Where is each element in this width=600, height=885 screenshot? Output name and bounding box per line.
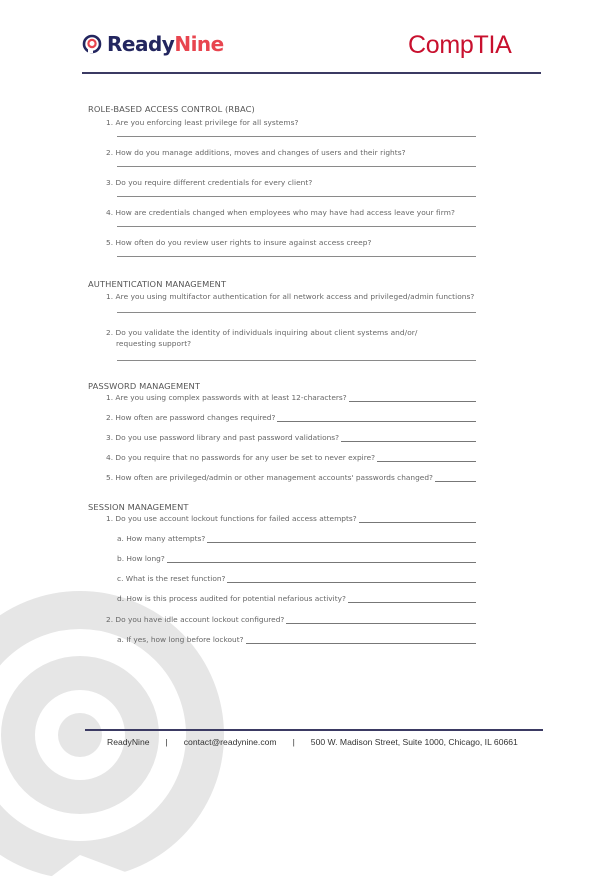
auth-question-1: 1. Are you using multifactor authentication for all network access and privileged/admin functions?	[106, 292, 475, 301]
session-question-1-text: 1. Do you use account lockout functions for failed access attempts?	[106, 514, 357, 523]
password-answer-5-line[interactable]	[435, 473, 476, 482]
rbac-question-5: 5. How often do you review user rights to insure against access creep?	[106, 238, 372, 247]
session-answer-1-line[interactable]	[359, 514, 476, 523]
password-question-1-text: 1. Are you using complex passwords with at least 12-characters?	[106, 393, 347, 402]
session-question-1c	[117, 574, 476, 583]
session-question-1b	[117, 554, 476, 563]
section-title-session: SESSION MANAGEMENT	[88, 502, 189, 512]
session-question-1a	[117, 534, 476, 543]
session-answer-1b-line[interactable]	[167, 554, 476, 563]
footer	[107, 737, 518, 747]
readynine-watermark-icon	[0, 585, 230, 885]
session-question-2	[106, 615, 476, 624]
password-question-5	[106, 473, 476, 482]
session-question-1d-text: d. How is this process audited for potential nefarious activity?	[117, 594, 346, 603]
password-question-3	[106, 433, 476, 442]
session-answer-1c-line[interactable]	[227, 574, 476, 583]
session-question-1b-text: b. How long?	[117, 554, 165, 563]
session-question-1c-text: c. What is the reset function?	[117, 574, 226, 583]
comptia-logo: CompTIA	[408, 31, 512, 59]
footer-company: ReadyNine	[107, 737, 150, 747]
footer-separator: |	[165, 737, 168, 747]
section-title-rbac: ROLE-BASED ACCESS CONTROL (RBAC)	[88, 104, 255, 114]
rbac-question-1: 1. Are you enforcing least privilege for all systems?	[106, 118, 299, 127]
password-question-5-text: 5. How often are privileged/admin or other management accounts' passwords changed?	[106, 473, 433, 482]
footer-address: 500 W. Madison Street, Suite 1000, Chicago, IL 60661	[310, 737, 518, 747]
rbac-answer-5-line[interactable]	[117, 256, 476, 257]
section-title-password: PASSWORD MANAGEMENT	[88, 381, 201, 391]
document-header	[0, 0, 600, 80]
rbac-question-4: 4. How are credentials changed when employees who may have had access leave your firm?	[106, 208, 455, 217]
password-question-4	[106, 453, 476, 462]
auth-answer-2-line[interactable]	[117, 360, 476, 361]
session-question-2a-text: a. If yes, how long before lockout?	[117, 635, 244, 644]
session-answer-1a-line[interactable]	[207, 534, 476, 543]
auth-question-2-continued: requesting support?	[116, 339, 192, 348]
password-question-4-text: 4. Do you require that no passwords for any user be set to never expire?	[106, 453, 376, 462]
rbac-question-3: 3. Do you require different credentials for every client?	[106, 178, 313, 187]
session-question-2-text: 2. Do you have idle account lockout configured?	[106, 615, 285, 624]
session-answer-2-line[interactable]	[286, 615, 476, 624]
password-question-2-text: 2. How often are password changes required?	[106, 413, 276, 422]
readynine-logo	[82, 32, 224, 56]
password-question-3-text: 3. Do you use password library and past password validations?	[106, 433, 340, 442]
footer-divider	[85, 729, 543, 731]
rbac-answer-1-line[interactable]	[117, 136, 476, 137]
password-answer-3-line[interactable]	[341, 433, 476, 442]
rbac-answer-3-line[interactable]	[117, 196, 476, 197]
session-answer-1d-line[interactable]	[348, 594, 476, 603]
rbac-answer-2-line[interactable]	[117, 166, 476, 167]
session-question-1d	[117, 594, 476, 603]
rbac-question-2: 2. How do you manage additions, moves and changes of users and their rights?	[106, 148, 406, 157]
readynine-logo-icon	[82, 34, 102, 54]
rbac-answer-4-line[interactable]	[117, 226, 476, 227]
footer-separator: |	[292, 737, 295, 747]
session-question-2a	[117, 635, 476, 644]
password-answer-4-line[interactable]	[377, 453, 476, 462]
password-question-2	[106, 413, 476, 422]
session-question-1	[106, 514, 476, 523]
password-question-1	[106, 393, 476, 402]
password-answer-1-line[interactable]	[349, 393, 476, 402]
section-title-authentication: AUTHENTICATION MANAGEMENT	[88, 279, 227, 289]
auth-answer-1-line[interactable]	[117, 312, 476, 313]
header-divider	[82, 72, 541, 74]
session-answer-2a-line[interactable]	[246, 635, 476, 644]
session-question-1a-text: a. How many attempts?	[117, 534, 206, 543]
footer-email-link[interactable]: contact@readynine.com	[183, 737, 277, 747]
readynine-logo-ready: Ready	[107, 32, 175, 56]
readynine-logo-nine: Nine	[174, 32, 224, 56]
password-answer-2-line[interactable]	[277, 413, 476, 422]
auth-question-2: 2. Do you validate the identity of individuals inquiring about client systems and/or/	[106, 328, 418, 337]
